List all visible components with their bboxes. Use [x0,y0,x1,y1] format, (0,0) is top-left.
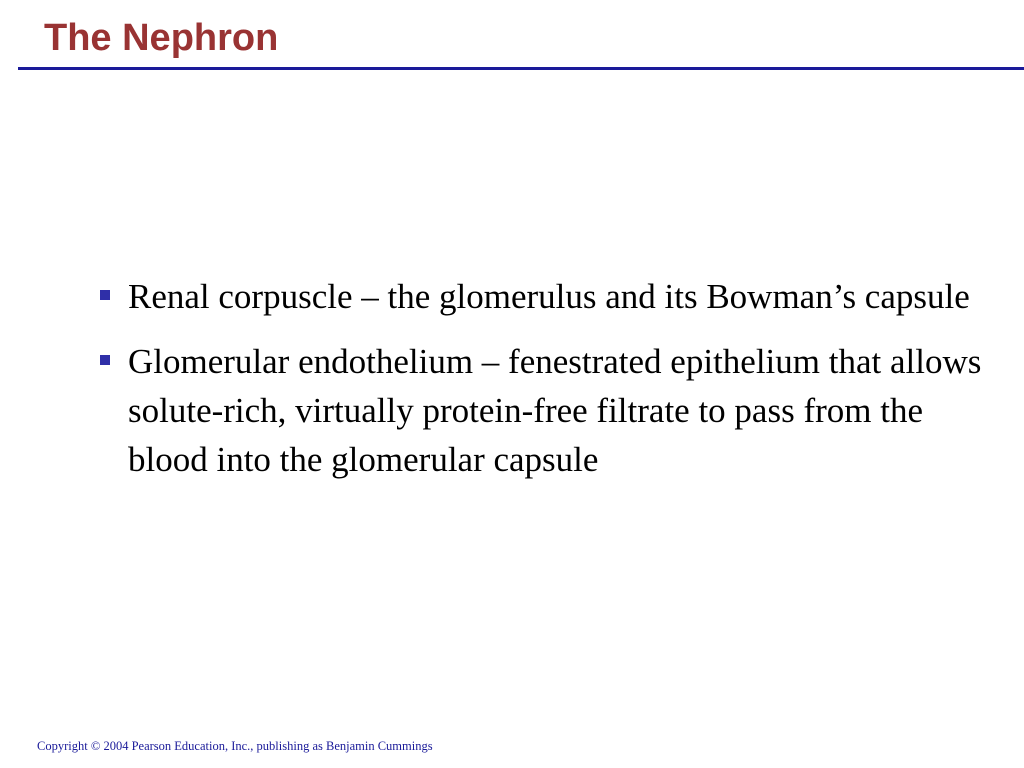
bullet-text: Glomerular endothelium – fenestrated epithelium that allows solute-rich, virtually protein-free filtrate to pass from the blood into the glomerular capsule [128,342,982,479]
title-divider [18,67,1024,70]
bullet-item-glomerular-endothelium [98,337,998,484]
square-bullet-icon [100,290,110,300]
bullet-item-renal-corpuscle [98,272,998,321]
footer-copyright: Copyright © 2004 Pearson Education, Inc., publishing as Benjamin Cummings [37,739,433,753]
bullet-text: Renal corpuscle – the glomerulus and its Bowman’s capsule [128,277,970,316]
square-bullet-icon [100,355,110,365]
bullet-list [98,272,998,500]
slide-title: The Nephron [44,17,279,59]
